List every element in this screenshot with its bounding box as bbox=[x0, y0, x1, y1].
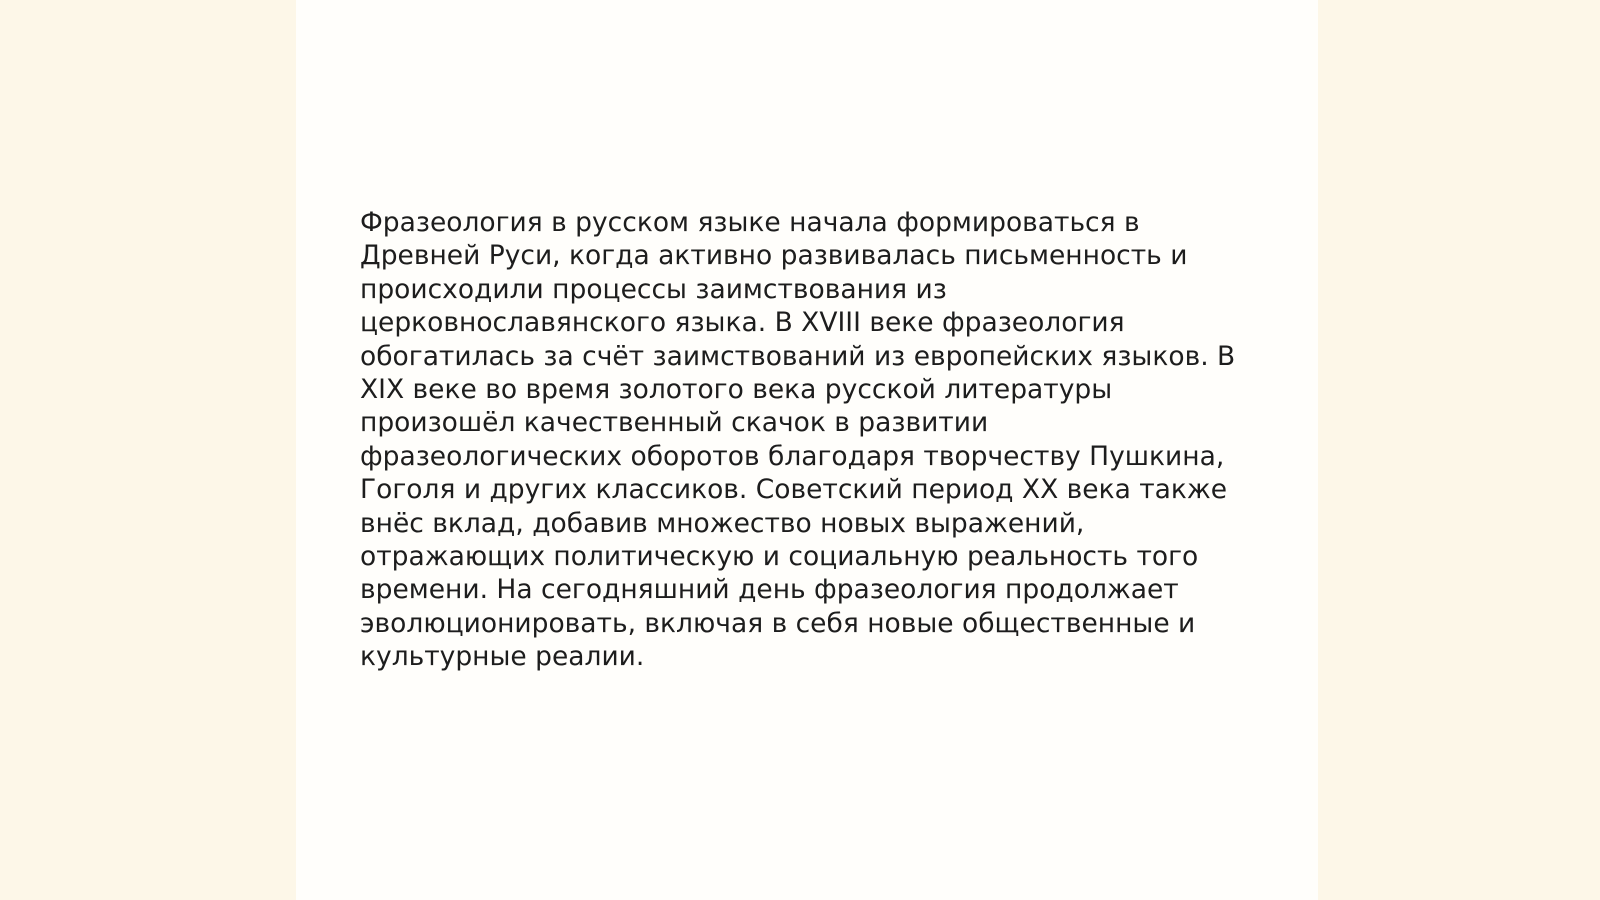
slide-body-text: Фразеология в русском языке начала формироваться в Древней Руси, когда активно развивалась письменность и происходили процессы заимствования из церковнославянского языка. В XVIII веке фразеология обогатилась за счёт заимствований из европейских языков. В XIX веке во время золотого века русской литературы произошёл качественный скачок в развитии фразеологических оборотов благодаря творчеству Пушкина, Гоголя и других классиков. Советский период XX века также внёс вклад, добавив множество новых выражений, отражающих политическую и социальную реальность того времени. На сегодняшний день фразеология продолжает эволюционировать, включая в себя новые общественные и культурные реалии. bbox=[360, 207, 1236, 673]
slide-panel bbox=[296, 0, 1318, 900]
